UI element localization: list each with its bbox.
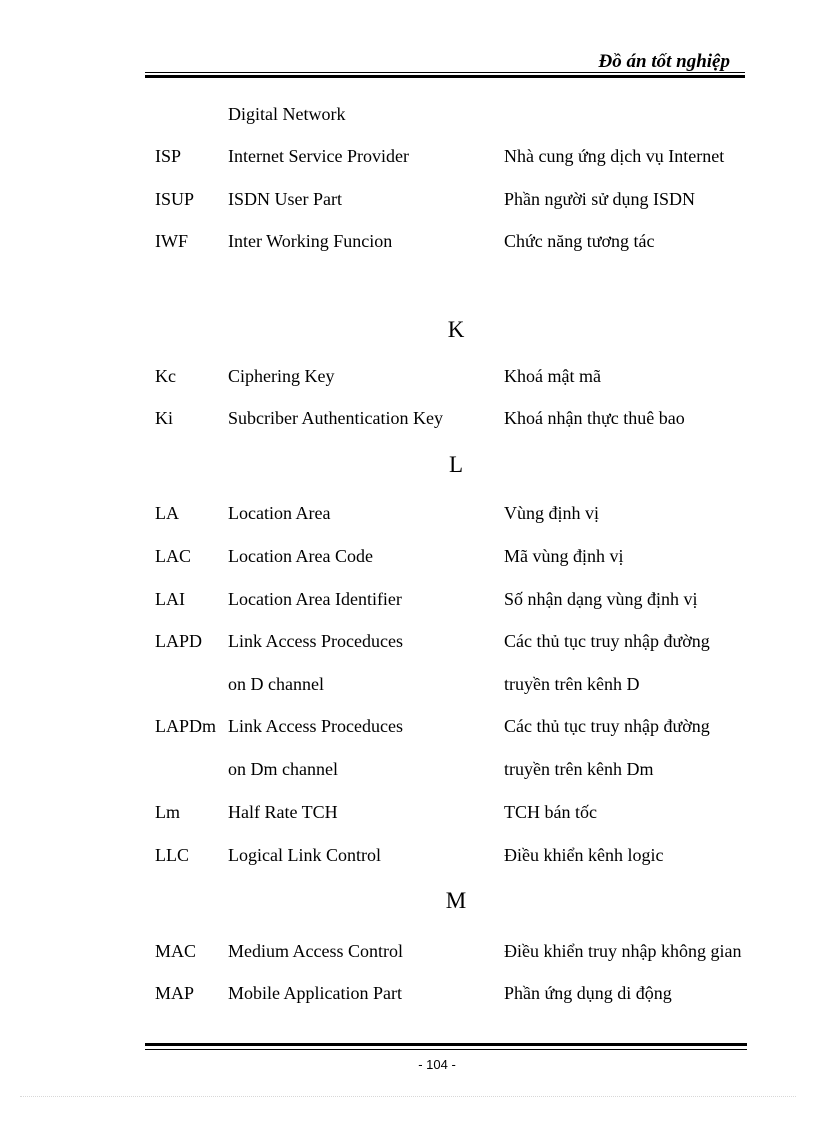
- abbreviation: MAP: [155, 983, 195, 1003]
- english-term: Location Area: [228, 503, 331, 523]
- abbreviation: ISUP: [155, 189, 195, 209]
- footer-rule-thick: [145, 1043, 747, 1046]
- glossary-row: [0, 983, 816, 1007]
- english-term: Mobile Application Part: [228, 983, 402, 1003]
- page-edge-divider: [20, 1096, 796, 1097]
- vietnamese-term: Khoá nhận thực thuê bao: [504, 408, 685, 428]
- abbreviation: LA: [155, 503, 179, 523]
- glossary-row: [0, 802, 816, 826]
- glossary-row: [0, 716, 816, 740]
- glossary-row: [0, 503, 816, 527]
- english-term: Ciphering Key: [228, 366, 335, 386]
- english-term: Location Area Identifier: [228, 589, 402, 609]
- glossary-row: [0, 845, 816, 869]
- section-letter-l: L: [448, 452, 464, 477]
- english-term: Medium Access Control: [228, 941, 403, 961]
- english-term: Digital Network: [228, 104, 346, 124]
- vietnamese-term: Phần người sử dụng ISDN: [504, 189, 696, 209]
- footer-rule-thin: [145, 1049, 747, 1050]
- vietnamese-term: Vùng định vị: [504, 503, 600, 523]
- english-term: on D channel: [228, 674, 324, 694]
- vietnamese-term: Chức năng tương tác: [504, 231, 655, 251]
- english-term: Link Access Proceduces: [228, 631, 403, 651]
- page-number: - 104 -: [418, 1057, 456, 1072]
- english-term: Half Rate TCH: [228, 802, 338, 822]
- glossary-row: [0, 231, 816, 255]
- glossary-row: [0, 366, 816, 390]
- vietnamese-term: Điều khiển kênh logic: [504, 845, 664, 865]
- vietnamese-term: Các thủ tục truy nhập đường: [504, 716, 710, 736]
- abbreviation: LAPDm: [155, 716, 217, 736]
- vietnamese-term: Điều khiển truy nhập không gian: [504, 941, 742, 961]
- header-title: Đồ án tốt nghiệp: [598, 51, 730, 72]
- vietnamese-term: Số nhận dạng vùng định vị: [504, 589, 698, 609]
- glossary-row: [0, 674, 816, 698]
- section-letter-m: M: [445, 888, 467, 913]
- vietnamese-term: Phần ứng dụng di động: [504, 983, 672, 1003]
- vietnamese-term: Nhà cung ứng dịch vụ Internet: [504, 146, 725, 166]
- english-term: ISDN User Part: [228, 189, 342, 209]
- abbreviation: ISP: [155, 146, 182, 166]
- glossary-row: [0, 589, 816, 613]
- header-rule-thin: [145, 72, 745, 73]
- glossary-row: [0, 631, 816, 655]
- english-term: Link Access Proceduces: [228, 716, 403, 736]
- english-term: on Dm channel: [228, 759, 338, 779]
- vietnamese-term: Mã vùng định vị: [504, 546, 624, 566]
- english-term: Subcriber Authentication Key: [228, 408, 443, 428]
- vietnamese-term: Khoá mật mã: [504, 366, 601, 386]
- glossary-row: [0, 104, 816, 128]
- abbreviation: IWF: [155, 231, 188, 251]
- abbreviation: LAPD: [155, 631, 203, 651]
- abbreviation: LLC: [155, 845, 189, 865]
- glossary-row: [0, 146, 816, 170]
- glossary-row: [0, 941, 816, 965]
- vietnamese-term: truyền trên kênh Dm: [504, 759, 654, 779]
- abbreviation: LAC: [155, 546, 191, 566]
- header-rule-thick: [145, 75, 745, 78]
- glossary-row: [0, 546, 816, 570]
- vietnamese-term: TCH bán tốc: [504, 802, 597, 822]
- abbreviation: LAI: [155, 589, 185, 609]
- abbreviation: Kc: [155, 366, 176, 386]
- abbreviation: Lm: [155, 802, 180, 822]
- glossary-row: [0, 408, 816, 432]
- english-term: Internet Service Provider: [228, 146, 409, 166]
- glossary-row: [0, 759, 816, 783]
- section-letter-k: K: [447, 317, 465, 342]
- vietnamese-term: Các thủ tục truy nhập đường: [504, 631, 710, 651]
- abbreviation: Ki: [155, 408, 173, 428]
- vietnamese-term: truyền trên kênh D: [504, 674, 640, 694]
- english-term: Inter Working Funcion: [228, 231, 393, 251]
- abbreviation: MAC: [155, 941, 197, 961]
- english-term: Location Area Code: [228, 546, 373, 566]
- english-term: Logical Link Control: [228, 845, 381, 865]
- glossary-row: [0, 189, 816, 213]
